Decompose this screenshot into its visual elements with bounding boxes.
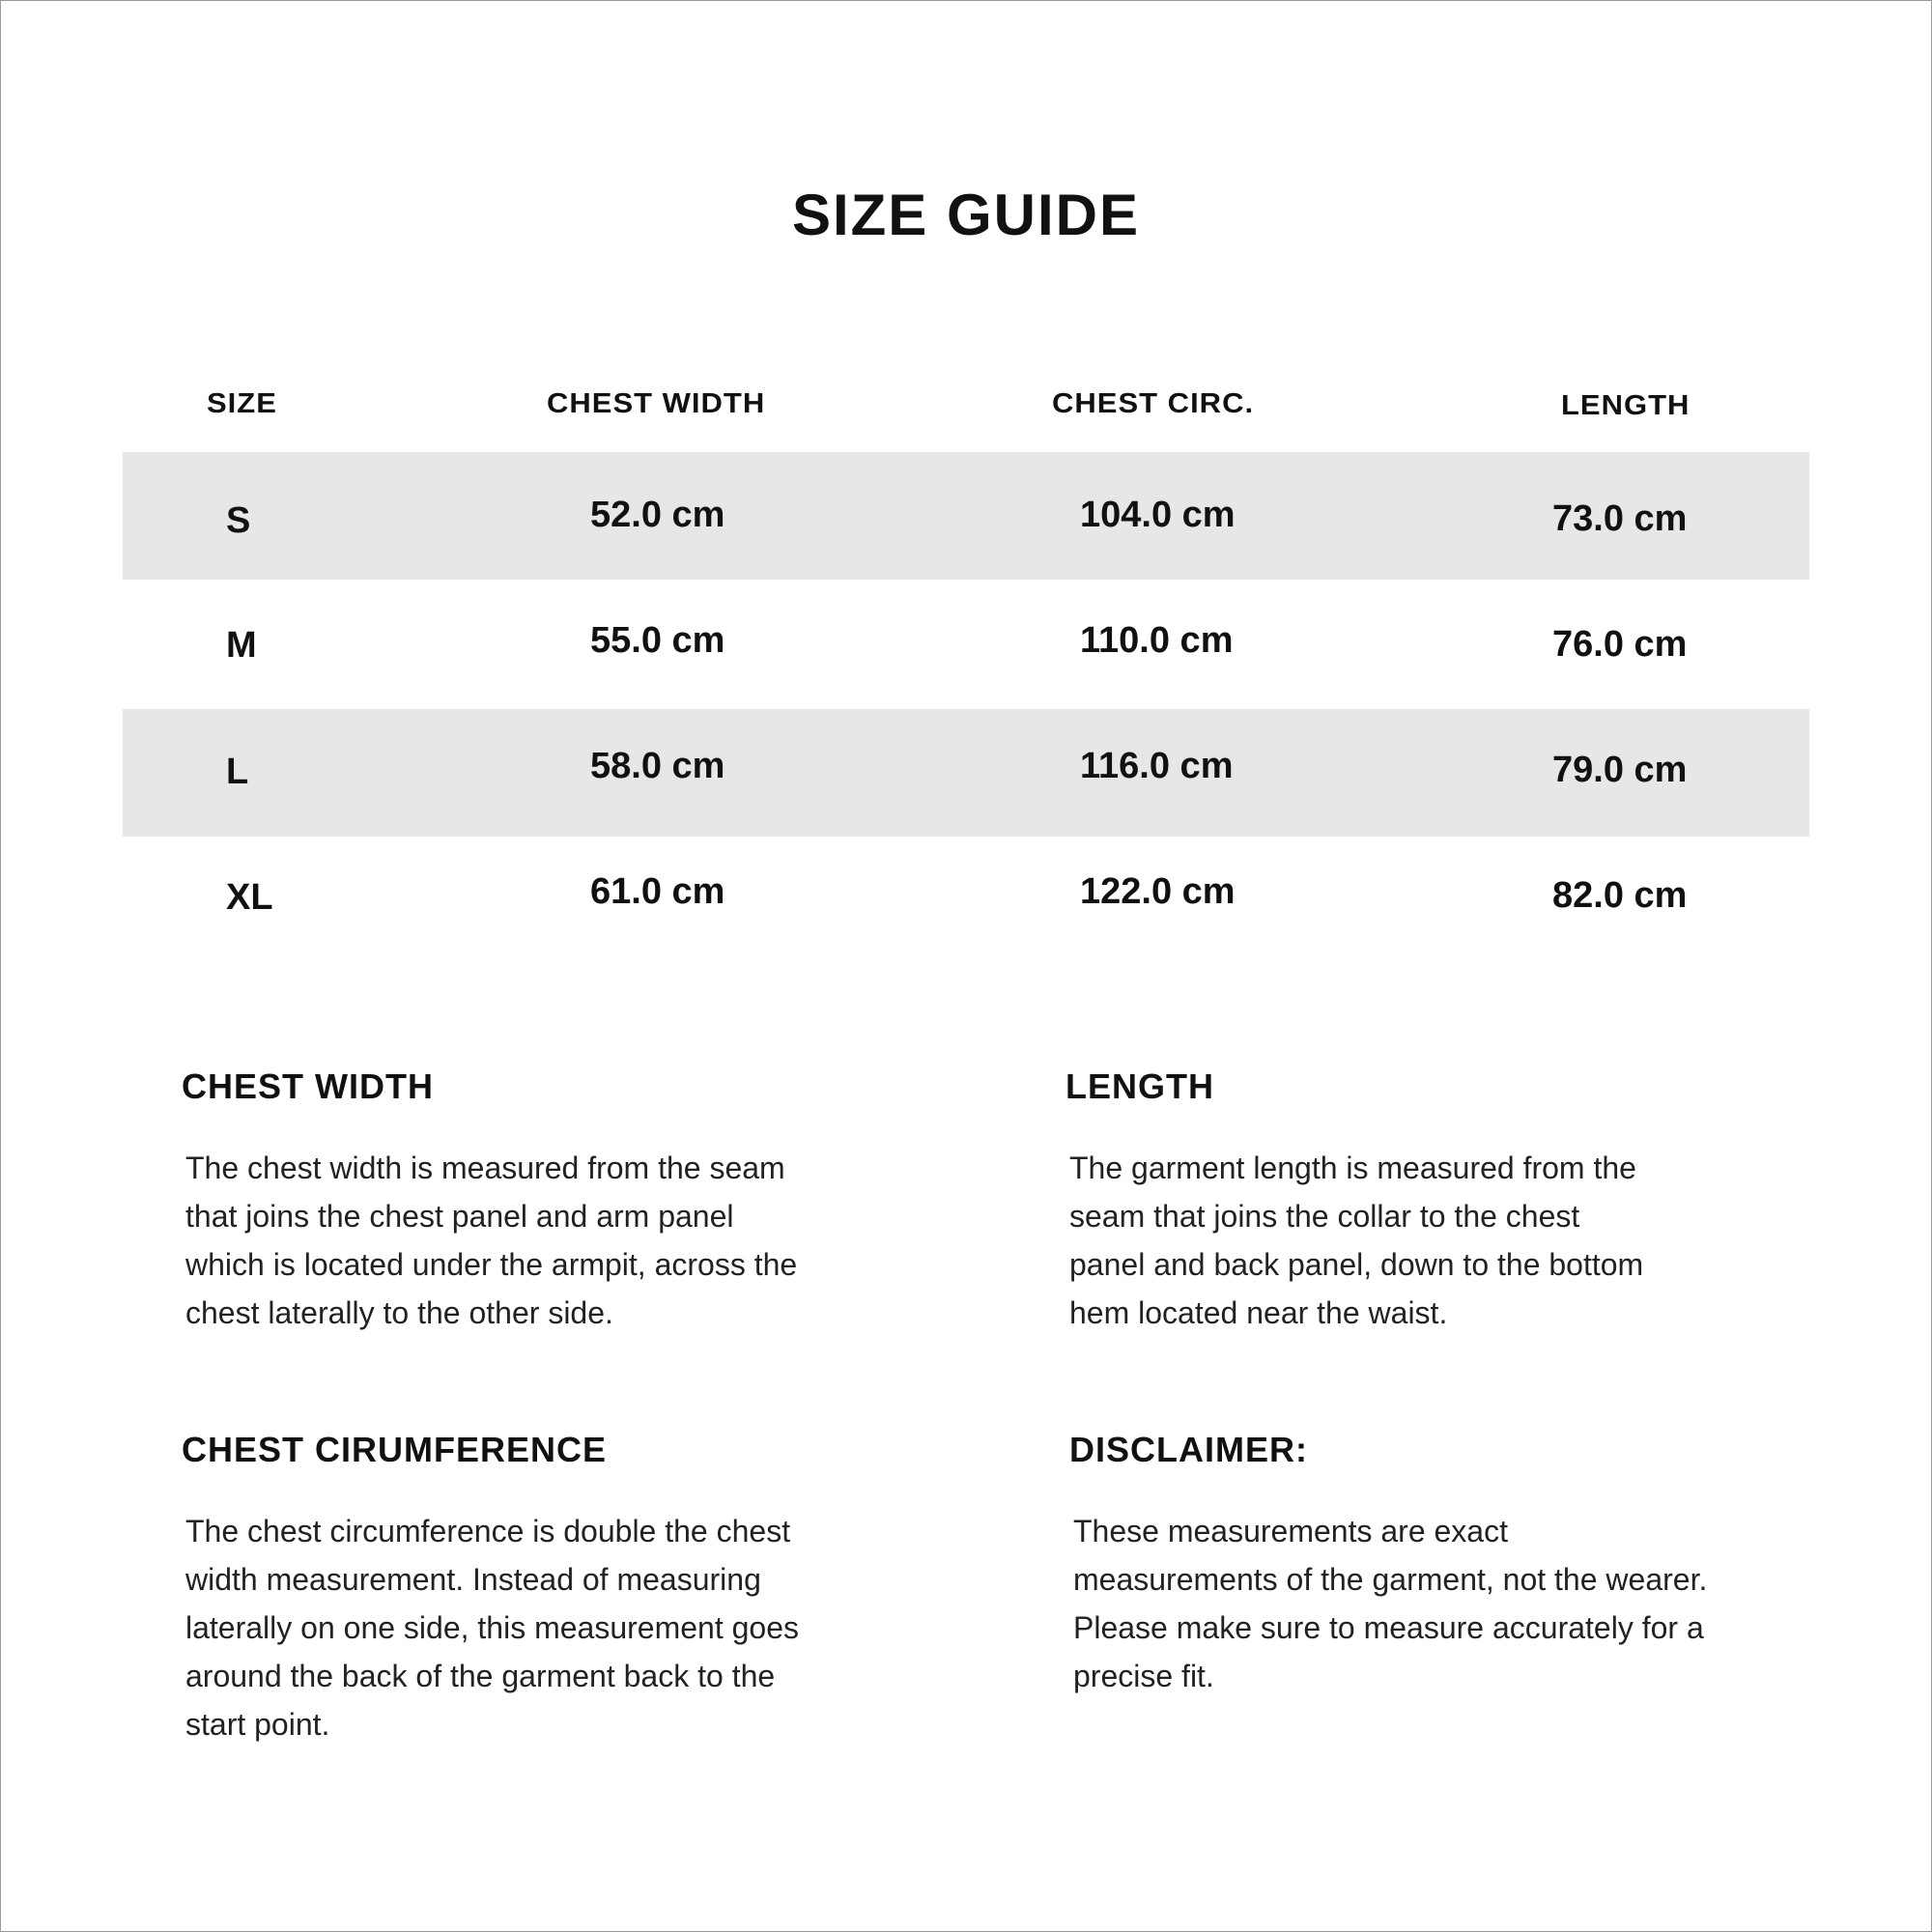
chest-circ-cell: 110.0 cm bbox=[1080, 620, 1234, 661]
chest-circ-cell: 104.0 cm bbox=[1080, 495, 1236, 535]
section-heading: LENGTH bbox=[1065, 1066, 1214, 1106]
text-line: around the back of the garment back to the bbox=[185, 1659, 776, 1693]
text-line: The chest width is measured from the seam bbox=[185, 1151, 785, 1185]
text-line: The chest circumference is double the chest bbox=[185, 1514, 791, 1548]
text-line: chest laterally to the other side. bbox=[185, 1295, 613, 1330]
text-line: Please make sure to measure accurately for a bbox=[1073, 1610, 1704, 1645]
text-line: precise fit. bbox=[1073, 1659, 1214, 1693]
text-line: start point. bbox=[185, 1707, 330, 1742]
chest-width-cell: 61.0 cm bbox=[590, 871, 725, 912]
text-line: that joins the chest panel and arm panel bbox=[185, 1199, 734, 1234]
page-title: SIZE GUIDE bbox=[791, 183, 1141, 247]
size-cell: S bbox=[226, 500, 251, 541]
text-line: panel and back panel, down to the bottom bbox=[1069, 1247, 1644, 1282]
section-heading: CHEST WIDTH bbox=[182, 1066, 434, 1106]
header-length: LENGTH bbox=[1561, 389, 1690, 421]
section-body bbox=[185, 1507, 799, 1748]
length-cell: 82.0 cm bbox=[1552, 875, 1688, 916]
size-cell: XL bbox=[226, 877, 273, 918]
header-chest-circ: CHEST CIRC. bbox=[1052, 387, 1255, 419]
chest-width-cell: 55.0 cm bbox=[590, 620, 725, 661]
size-cell: M bbox=[226, 625, 257, 666]
text-line: seam that joins the collar to the chest bbox=[1069, 1199, 1580, 1234]
header-chest-width: CHEST WIDTH bbox=[547, 387, 766, 419]
chest-width-cell: 58.0 cm bbox=[590, 746, 725, 786]
section-body bbox=[185, 1144, 797, 1337]
header-size: SIZE bbox=[207, 387, 277, 419]
length-cell: 79.0 cm bbox=[1552, 750, 1688, 790]
section-body bbox=[1069, 1144, 1643, 1337]
size-cell: L bbox=[226, 752, 249, 792]
section-heading: CHEST CIRUMFERENCE bbox=[182, 1430, 608, 1469]
chest-circ-cell: 116.0 cm bbox=[1080, 746, 1234, 786]
chest-circ-cell: 122.0 cm bbox=[1080, 871, 1236, 912]
text-line: which is located under the armpit, across the bbox=[185, 1247, 798, 1282]
section-body bbox=[1073, 1507, 1707, 1700]
text-line: measurements of the garment, not the wearer. bbox=[1073, 1562, 1708, 1597]
text-line: width measurement. Instead of measuring bbox=[185, 1562, 761, 1597]
text-line: These measurements are exact bbox=[1073, 1514, 1508, 1548]
length-cell: 73.0 cm bbox=[1552, 498, 1688, 539]
text-line: The garment length is measured from the bbox=[1069, 1151, 1636, 1185]
length-cell: 76.0 cm bbox=[1552, 624, 1688, 665]
chest-width-cell: 52.0 cm bbox=[590, 495, 725, 535]
text-line: hem located near the waist. bbox=[1069, 1295, 1448, 1330]
text-line: laterally on one side, this measurement goes bbox=[185, 1610, 800, 1645]
section-heading: DISCLAIMER: bbox=[1069, 1430, 1308, 1469]
